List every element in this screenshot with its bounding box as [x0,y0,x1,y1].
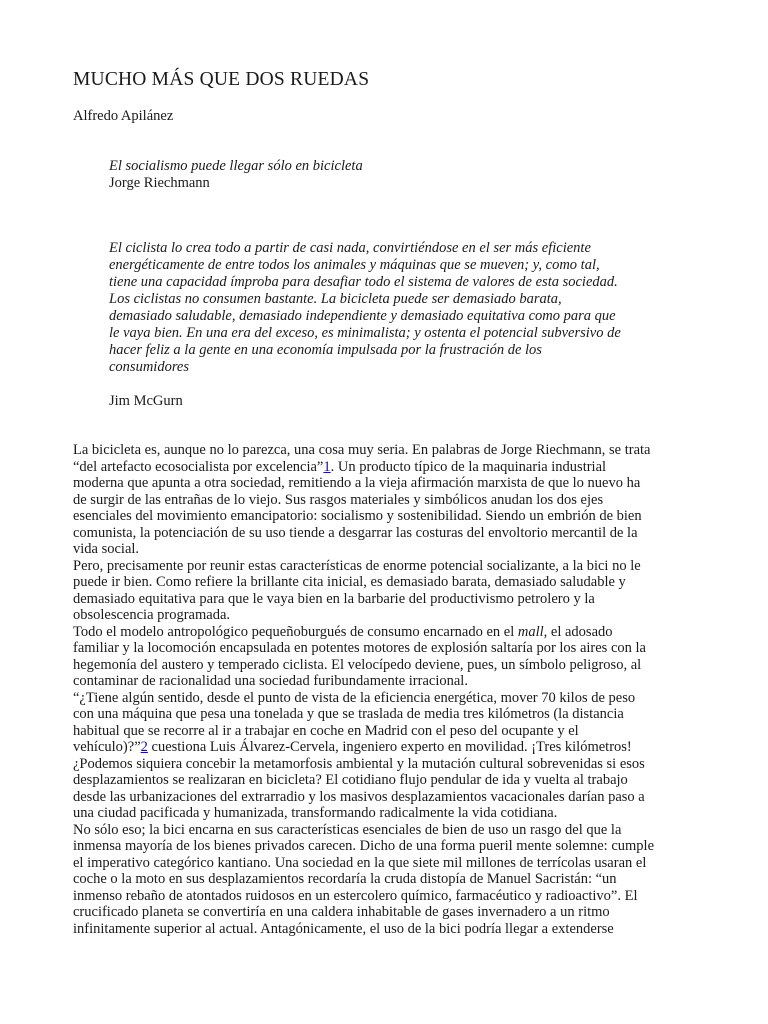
body-line: contaminar de racionalidad una sociedad furibundamente irracional. [73,673,468,689]
body-line: una ciudad pacificada y humanizada, transformando radicalmente la vida cotidiana. [73,805,558,821]
body-line: comunista, la potenciación de su uso tiende a desgarrar las costuras del envoltorio mercantil de la [73,524,638,541]
epigraph-1-quote: El socialismo puede llegar sólo en bicicleta [109,158,363,174]
epigraph-2-line: consumidores [109,359,190,375]
body-text-fragment: “del artefacto ecosocialista por excelencia” [73,458,324,475]
body-text-fragment: , el adosado [543,623,613,640]
epigraph-2-line: demasiado saludable, demasiado independiente y demasiado equitativa como para que [109,308,616,324]
body-line: de surgir de las entrañas de lo viejo. Sus rasgos materiales y simbólicos anudan los dos ejes [73,491,604,508]
body-line: puede ir bien. Como refiere la brillante cita inicial, es demasiado barata, demasiado saludable y [73,574,626,590]
body-line: inmenso rebaño de atontados ruidosos en un estercolero químico, farmacéutico y radioactivo”. El [73,887,638,904]
footnote-link-2[interactable]: 2 [140,739,148,755]
author-name: Alfredo Apilánez [73,108,174,124]
body-line: con una máquina que pesa una tonelada y que se traslada de media tres kilómetros (la distancia [73,706,624,722]
body-text-fragment: vehículo)?” [73,739,141,755]
article-body [73,442,698,937]
body-line: hegemonía del austero y temperado ciclista. El velocípedo deviene, pues, un símbolo peligroso, al [73,656,642,673]
footnote-link-1[interactable]: 1 [323,458,331,475]
epigraph-2 [109,240,679,376]
body-line: vida social. [73,541,140,557]
epigraph-2-line: hacer feliz a la gente en una economía impulsada por la frustración de los [109,342,542,358]
body-line [73,624,698,641]
body-line: “¿Tiene algún sentido, desde el punto de vista de la eficiencia energética, mover 70 kilos de peso [73,689,636,706]
body-text-fragment: . Un producto típico de la maquinaria industrial [330,458,607,475]
epigraph-2-source: Jim McGurn [109,393,183,409]
body-line: el imperativo categórico kantiano. Una sociedad en la que siete mil millones de terrícolas usaran el [73,854,647,871]
body-line: La bicicleta es, aunque no lo parezca, una cosa muy seria. En palabras de Jorge Riechmann, se trata [73,442,651,458]
body-text-fragment: cuestiona Luis Álvarez-Cervela, ingeniero experto en movilidad. ¡Tres kilómetros! [147,739,632,755]
epigraph-2-line: Los ciclistas no consumen bastante. La bicicleta puede ser demasiado barata, [109,291,562,307]
epigraph-1-source: Jorge Riechmann [109,175,210,191]
document-title: MUCHO MÁS QUE DOS RUEDAS [73,69,370,90]
epigraph-1 [109,158,669,192]
body-line: desde las urbanizaciones del extrarradio y los masivos desplazamientos vacacionales darían paso a [73,788,645,805]
epigraph-2-line: le vaya bien. En una era del exceso, es minimalista; y ostenta el potencial subversivo de [109,325,621,341]
epigraph-2-line: energéticamente de entre todos los animales y máquinas que se mueven; y, como tal, [109,257,600,273]
body-line: moderna que apunta a otra sociedad, remitiendo a la vieja afirmación marxista de que lo nuevo ha [73,475,641,491]
body-line: demasiado equitativa para que le vaya bien en la barbarie del productivismo petrolero y la [73,590,595,607]
body-line: crucificado planeta se convertiría en una caldera inhabitable de gases invernadero a un ritmo [73,904,610,920]
body-text-fragment: Todo el modelo antropológico pequeñoburgués de consumo encarnado en el [73,623,518,640]
body-line [73,739,698,756]
body-line: Pero, precisamente por reunir estas características de enorme potencial socializante, a la bici no le [73,557,641,574]
body-line: infinitamente superior al actual. Antagónicamente, el uso de la bici podría llegar a extenderse [73,920,614,937]
body-line: familiar y la locomoción encapsulada en potentes motores de explosión saltaría por los aires con la [73,640,646,656]
body-line: habitual que se recorre al ir a trabajar en coche en Madrid con el peso del ocupante y el [73,722,579,739]
epigraph-2-line: El ciclista lo crea todo a partir de casi nada, convirtiéndose en el ser más eficiente [109,240,591,256]
body-line: No sólo eso; la bici encarna en sus características esenciales de bien de uso un rasgo del que la [73,821,622,838]
body-line: obsolescencia programada. [73,607,231,623]
body-line: coche o la moto en sus desplazamientos recordaría la cruda distopía de Manuel Sacristán: “un [73,871,617,887]
body-line: inmensa mayoría de los bienes privados carecen. Dicho de una forma pueril mente solemne: cumple [73,838,655,854]
body-line: desplazamientos se realizaran en bicicleta? El cotidiano flujo pendular de ida y vuelta al trabajo [73,772,628,788]
body-italic-term: mall [517,623,544,640]
body-line [73,459,698,476]
body-line: esenciales del movimiento emancipatorio: socialismo y sostenibilidad. Siendo un embrión de bien [73,508,642,524]
body-line: ¿Podemos siquiera concebir la metamorfosis ambiental y la mutación cultural sobrevenidas si esos [73,755,645,772]
epigraph-2-line: tiene una capacidad ímproba para desafiar todo el sistema de valores de esta sociedad. [109,274,618,290]
